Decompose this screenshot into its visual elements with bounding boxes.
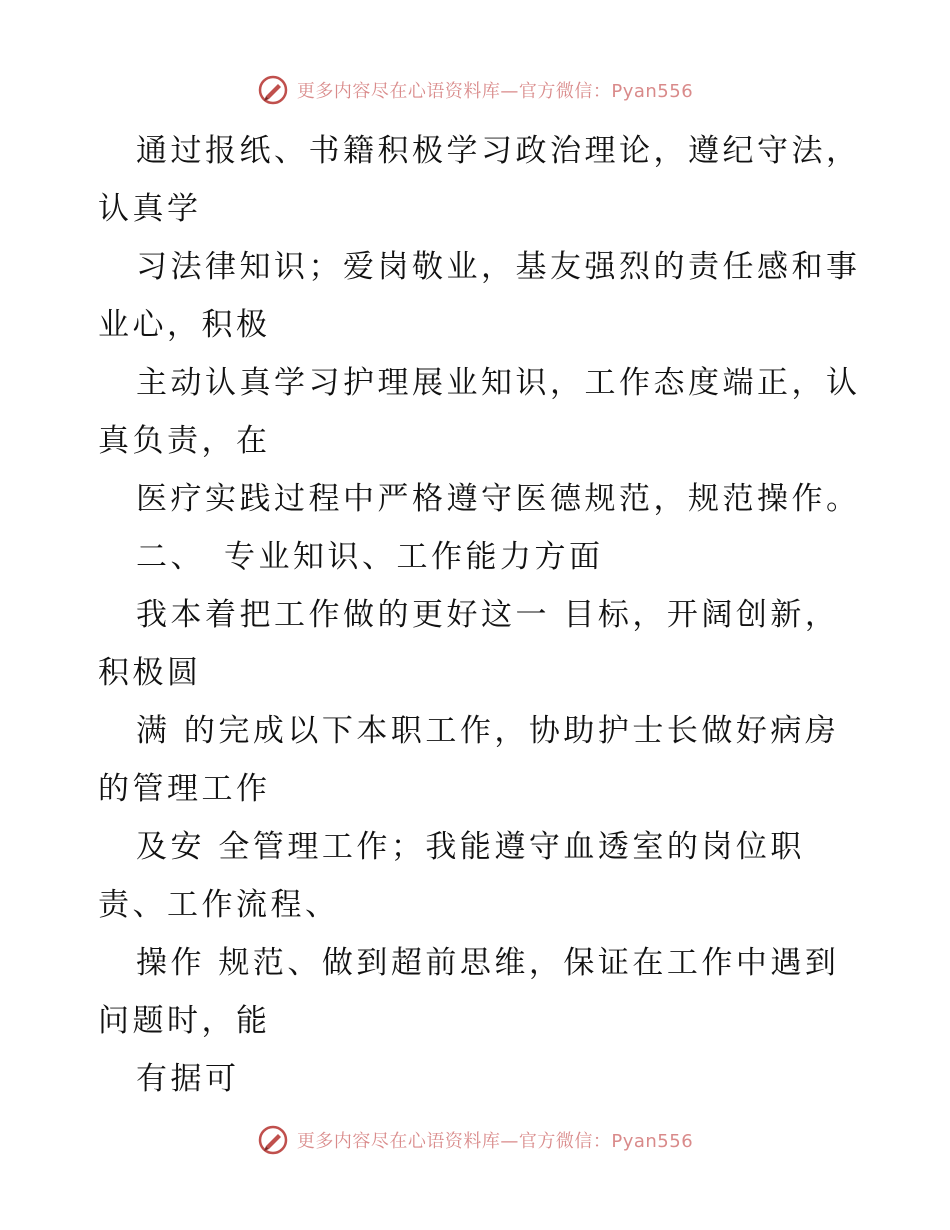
section-heading: 二、 专业知识、工作能力方面 [136,539,604,575]
text-line: 操作 规范、做到超前思维，保证在工作中遇到 [136,945,840,981]
pen-logo-icon [257,74,289,106]
text-line: 及安 全管理工作；我能遵守血透室的岗位职 [136,829,805,865]
text-line: 有据可 [136,1061,240,1097]
text-line: 医疗实践过程中严格遵守医德规范，规范操作。 [136,481,861,517]
text-line: 责、工作流程、 [98,887,340,923]
text-line: 我本着把工作做的更好这一 目标，开阔创新， [136,597,840,633]
header-banner-text: 更多内容尽在心语资料库—官方微信：Pyan556 [296,81,694,102]
text-line: 的管理工作 [98,771,271,807]
text-line: 主动认真学习护理展业知识，工作态度端正，认 [136,365,861,401]
document-body [98,122,861,1108]
footer-banner [0,1120,950,1160]
text-line: 通过报纸、书籍积极学习政治理论，遵纪守法， [136,133,861,169]
text-line: 满 的完成以下本职工作，协助护士长做好病房 [136,713,840,749]
text-line: 真负责，在 [98,423,271,459]
text-line: 积极圆 [98,655,202,691]
pen-logo-icon [257,1124,289,1156]
text-line: 习法律知识；爱岗敬业，基友强烈的责任感和事 [136,249,861,285]
text-line: 认真学 [98,191,202,227]
text-line: 问题时，能 [98,1003,271,1039]
text-line: 业心，积极 [98,307,271,343]
header-banner [0,70,950,110]
footer-banner-text: 更多内容尽在心语资料库—官方微信：Pyan556 [296,1131,694,1152]
